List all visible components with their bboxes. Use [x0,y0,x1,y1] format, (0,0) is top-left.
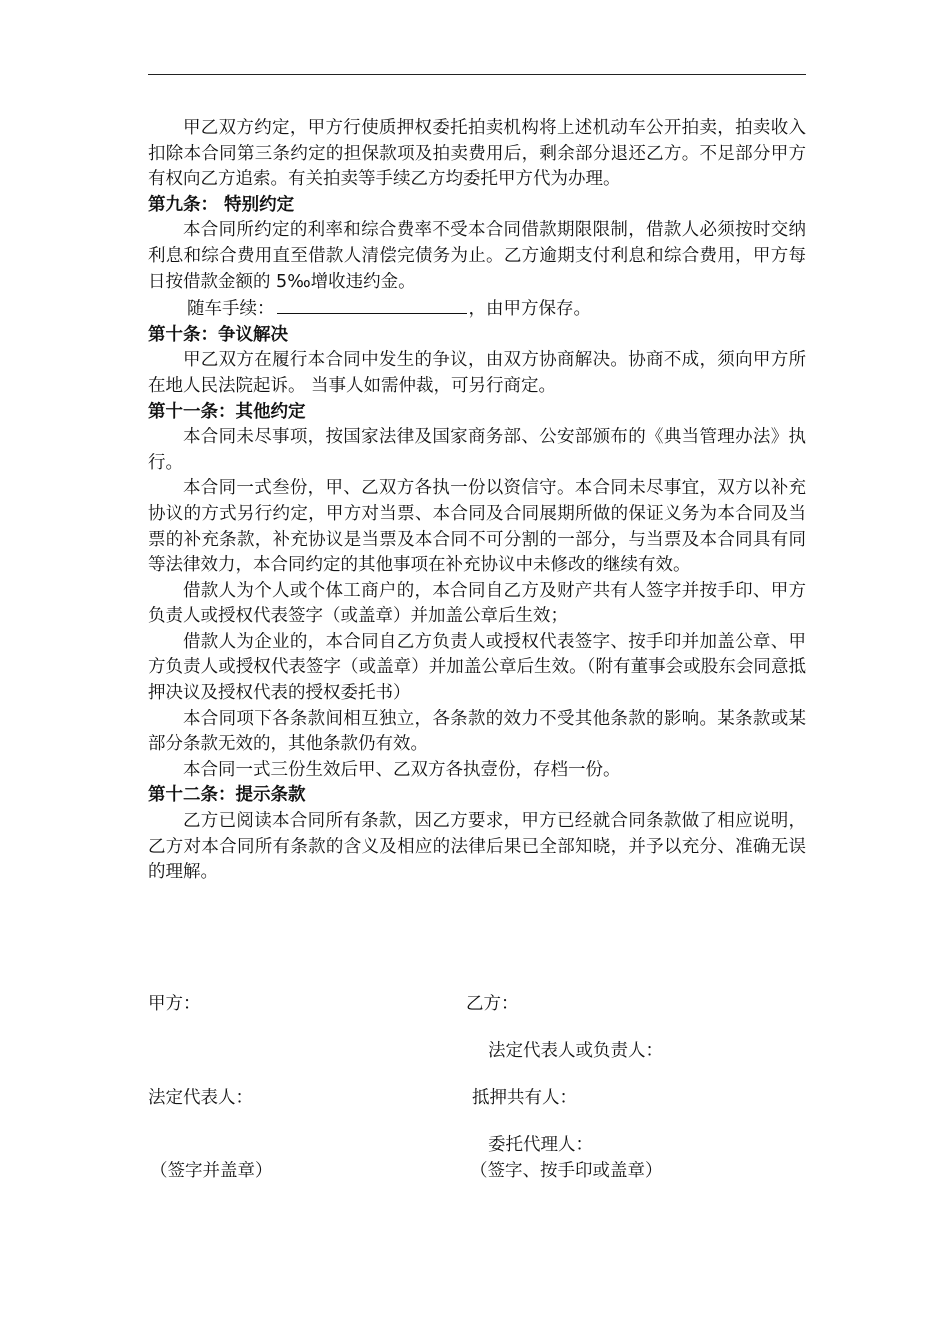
other-terms-paragraph-3: 借款人为个人或个体工商户的，本合同自乙方及财产共有人签字并按手印、甲方负责人或授权代表签字（或盖章）并加盖公章后生效； [148,580,806,627]
article-9-heading: 第九条： 特别约定 [148,194,295,215]
party-b-label: 乙方： [466,994,519,1014]
vehicle-documents-line [148,295,806,323]
party-a-sign-note: （签字并盖章） [150,1161,273,1181]
other-terms-paragraph-2: 本合同一式叁份，甲、乙双方各执一份以资信守。本合同未尽事宜，双方以补充协议的方式另行约定，甲方对当票、本合同及合同展期所做的保证义务为本合同及当票的补充条款，补充协议是当票及本合同不可分割的一部分，与当票及本合同具有同等法律效力，本合同约定的其他事项在补充协议中未修改的继续有效。 [148,478,806,576]
other-terms-paragraph-5: 本合同项下各条款间相互独立，各条款的效力不受其他条款的影响。某条款或某部分条款无效的，其他条款仍有效。 [148,708,806,755]
special-terms-paragraph: 本合同所约定的利率和综合费率不受本合同借款期限限制，借款人必须按时交纳利息和综合费用直至借款人清偿完债务为止。乙方逾期支付利息和综合费用，甲方每日按借款金额的 5‰增收违约金。 [148,220,806,292]
other-terms-paragraph-1: 本合同未尽事项，按国家法律及国家商务部、公安部颁布的《典当管理办法》执行。 [148,427,806,473]
legal-rep-label: 法定代表人： [148,1088,253,1108]
header-rule [148,74,806,75]
party-a-label: 甲方： [148,994,201,1014]
vehicle-documents-label: 随车手续： [187,299,275,320]
notice-paragraph: 乙方已阅读本合同所有条款，因乙方要求，甲方已经就合同条款做了相应说明，乙方对本合同所有条款的含义及相应的法律后果已全部知晓，并予以充分、准确无误的理解。 [148,811,806,883]
other-terms-paragraph-4: 借款人为企业的，本合同自乙方负责人或授权代表签字、按手印并加盖公章、甲方负责人或授权代表签字（或盖章）并加盖公章后生效。（附有董事会或股东会同意抵押决议及授权代表的授权委托书） [148,631,806,704]
other-terms-paragraph-6: 本合同一式三份生效后甲、乙双方各执壹份，存档一份。 [183,759,621,780]
article-11-heading: 第十一条：其他约定 [148,401,306,422]
vehicle-documents-blank[interactable] [277,295,467,314]
vehicle-documents-tail: ，由甲方保存。 [468,299,591,320]
auction-paragraph: 甲乙双方约定，甲方行使质押权委托拍卖机构将上述机动车公开拍卖，拍卖收入扣除本合同第三条约定的担保款项及拍卖费用后，剩余部分退还乙方。不足部分甲方有权向乙方追索。有关拍卖等手续乙方均委托甲方代为办理。 [148,118,806,190]
article-12-heading: 第十二条：提示条款 [148,785,306,806]
legal-rep-or-head-label: 法定代表人或负责人： [488,1041,663,1061]
agent-label: 委托代理人： [488,1135,593,1155]
co-owner-label: 抵押共有人： [472,1088,577,1108]
party-b-sign-note: （签字、按手印或盖章） [470,1161,663,1181]
article-10-heading: 第十条：争议解决 [148,324,288,345]
dispute-paragraph: 甲乙双方在履行本合同中发生的争议，由双方协商解决。协商不成，须向甲方所在地人民法院起诉。 当事人如需仲裁，可另行商定。 [148,350,806,396]
contract-body [148,116,806,886]
